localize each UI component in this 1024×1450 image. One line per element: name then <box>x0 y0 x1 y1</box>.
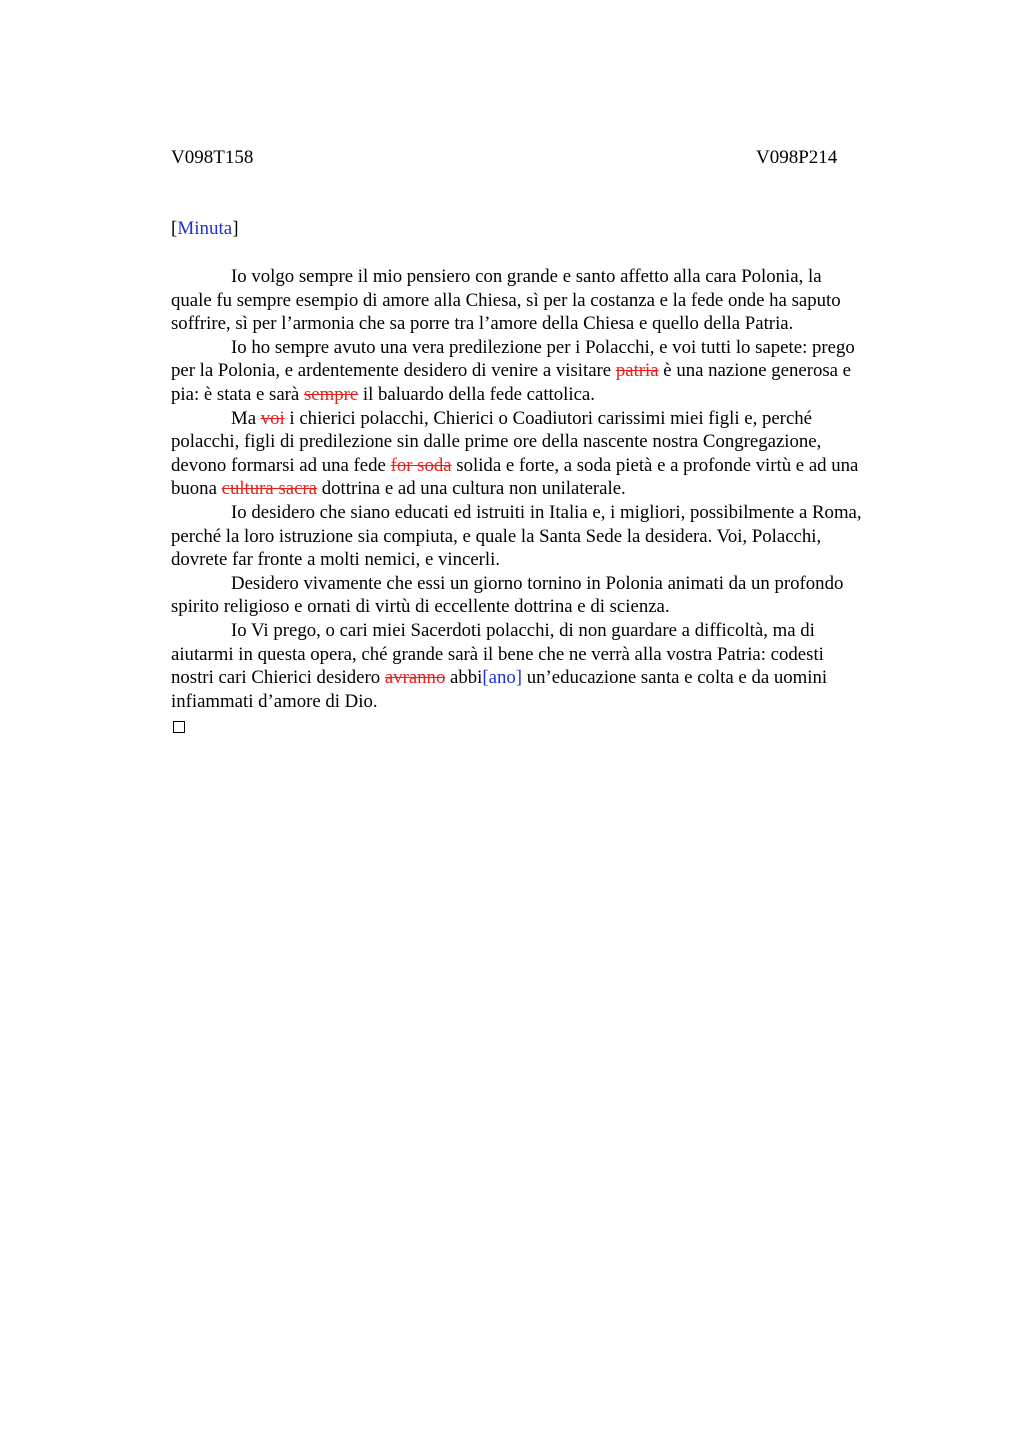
text-line <box>171 407 931 431</box>
text-line <box>171 454 931 478</box>
text-run: buona <box>171 478 222 500</box>
text-run: perché la loro istruzione sia compiuta, e quale la Santa Sede la desidera. Voi, Polacchi, <box>171 525 822 547</box>
text-run: soffrire, sì per l’armonia che sa porre tra l’amore della Chiesa e quello della Patria. <box>171 313 794 335</box>
text-run: è una nazione generosa e <box>658 360 852 382</box>
deleted-word: for soda <box>390 454 452 476</box>
text-line <box>171 548 931 572</box>
text-line <box>171 265 931 289</box>
text-run: devono formarsi ad una fede <box>171 454 391 476</box>
text-run: Io ho sempre avuto una vera predilezione per i Polacchi, e voi tutti lo sapete: prego <box>231 336 855 358</box>
text-line <box>171 525 931 549</box>
editorial-insertion: [ano] <box>482 667 523 689</box>
text-run: il baluardo della fede cattolica. <box>358 383 595 405</box>
text-run: quale fu sempre esempio di amore alla Chiesa, sì per la costanza e la fede onde ha saputo <box>171 289 841 311</box>
text-line <box>171 336 931 360</box>
text-line <box>171 595 931 619</box>
text-run: un’educazione santa e colta e da uomini <box>522 667 828 689</box>
deleted-word: cultura sacra <box>221 478 318 500</box>
letter-body <box>171 265 931 713</box>
text-run: abbi <box>445 667 483 689</box>
text-run: dottrina e ad una cultura non unilaterale. <box>317 478 626 500</box>
bracket-close: ] <box>232 218 239 239</box>
text-run: polacchi, figli di predilezione sin dalle prime ore della nascente nostra Congregazione, <box>171 431 822 453</box>
text-run: i chierici polacchi, Chierici o Coadiutori carissimi miei figli e, perché <box>284 407 813 429</box>
text-run: infiammati d’amore di Dio. <box>171 690 378 712</box>
text-line <box>171 690 931 714</box>
deleted-word: avranno <box>384 667 446 689</box>
square-outline-icon <box>173 721 185 733</box>
text-run: pia: è stata e sarà <box>171 383 304 405</box>
text-run: spirito religioso e ornati di virtù di eccellente dottrina e di scienza. <box>171 596 670 618</box>
deleted-word: voi <box>260 407 285 429</box>
text-run: Ma <box>231 407 261 429</box>
deleted-word: sempre <box>303 383 359 405</box>
text-line <box>171 289 931 313</box>
text-run: Io Vi prego, o cari miei Sacerdoti polacchi, di non guardare a difficoltà, ma di <box>231 619 815 641</box>
text-line <box>171 477 931 501</box>
text-line <box>171 430 931 454</box>
text-line <box>171 359 931 383</box>
text-run: Io volgo sempre il mio pensiero con grande e santo affetto alla cara Polonia, la <box>231 266 822 287</box>
text-run: dovrete far fronte a molti nemici, e vincerli. <box>171 549 501 571</box>
text-line <box>171 666 931 690</box>
text-run: aiutarmi in questa opera, ché grande sarà il bene che ne verrà alla vostra Patria: codesti <box>171 643 824 665</box>
deleted-word: patria <box>615 360 659 382</box>
text-run: nostri cari Chierici desidero <box>171 667 385 689</box>
text-run: solida e forte, a soda pietà e a profonde virtù e ad una <box>451 454 859 476</box>
document-code-left: V098T158 <box>171 147 254 168</box>
text-line <box>171 501 931 525</box>
document-code-right: V098P214 <box>756 147 838 168</box>
text-line <box>171 312 931 336</box>
text-run: Io desidero che siano educati ed istruiti in Italia e, i migliori, possibilmente a Roma, <box>231 501 862 523</box>
minuta-label <box>171 217 239 241</box>
text-line <box>171 572 931 596</box>
minuta-text: Minuta <box>177 218 233 239</box>
bracket-open: [ <box>171 218 178 239</box>
text-line <box>171 643 931 667</box>
text-line <box>171 383 931 407</box>
text-line <box>171 619 931 643</box>
text-run: per la Polonia, e ardentemente desidero di venire a visitare <box>171 360 616 382</box>
text-run: Desidero vivamente che essi un giorno tornino in Polonia animati da un profondo <box>231 572 844 594</box>
